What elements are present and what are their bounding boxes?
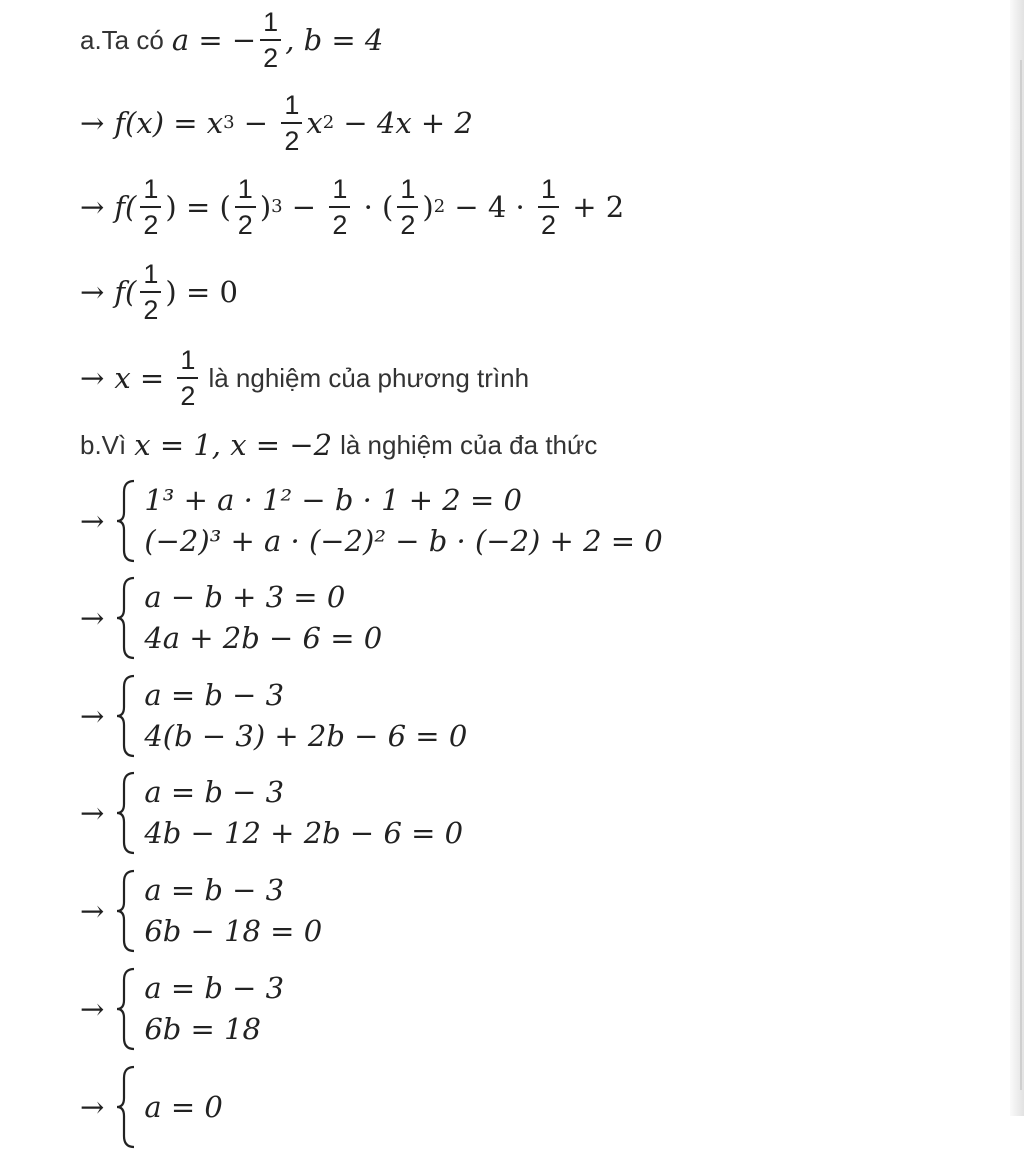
arrow-icon: → — [80, 992, 105, 1026]
given-b: , b = 4 — [285, 23, 384, 57]
given-a: a = − — [171, 23, 257, 57]
left-brace-icon — [114, 575, 138, 661]
system-4: → a = b − 3 4b − 12 + 2b − 6 = 0 — [80, 770, 463, 856]
conclusion-line: → x = $\frac{1}{2}$ là nghiệm của phương trình — [80, 345, 530, 411]
f-half-substitution-line: → f( $\frac{1}{2}$ ) = ( $\frac{1}{2}$ ) 3 − $\frac{1}{2}$ · ( $\frac{1}{2}$ ) 2 − 4 · $\frac{1}{2}$ + 2 — [80, 174, 625, 240]
system-7-partial: → a = 0 — [80, 1064, 223, 1150]
scrollbar-track[interactable] — [1020, 60, 1022, 1090]
arrow-icon: → — [80, 504, 105, 538]
arrow-icon: → — [80, 601, 105, 635]
system-6: → a = b − 3 6b = 18 — [80, 966, 284, 1052]
system-1: → 1³ + a · 1² − b · 1 + 2 = 0 (−2)³ + a · (−2)² − b · (−2) + 2 = 0 — [80, 478, 663, 564]
fraction-one-half: $\frac{1}{2}$ — [281, 90, 302, 156]
f-definition-line: → f(x) = x 3 − $\frac{1}{2}$ x 2 − 4x + 2 — [80, 90, 473, 156]
f-half-result-line: → f( $\frac{1}{2}$ ) = 0 — [80, 259, 238, 325]
left-brace-icon — [114, 770, 138, 856]
arrow-icon: → — [80, 796, 105, 830]
part-a-label: a.Ta có — [80, 24, 164, 55]
left-brace-icon — [114, 966, 138, 1052]
conclusion-text: là nghiệm của phương trình — [208, 362, 530, 393]
fraction-one-half: $\frac{1}{2}$ — [260, 7, 281, 73]
left-brace-icon — [114, 868, 138, 954]
part-b-heading: b.Vì x = 1, x = −2 là nghiệm của đa thức — [80, 428, 598, 462]
arrow-icon: → — [80, 190, 105, 224]
system-5: → a = b − 3 6b − 18 = 0 — [80, 868, 322, 954]
left-brace-icon — [114, 478, 138, 564]
roots: x = 1, x = −2 — [134, 428, 333, 462]
part-b-label: b.Vì — [80, 429, 127, 460]
arrow-icon: → — [80, 699, 105, 733]
arrow-icon: → — [80, 106, 105, 140]
left-brace-icon — [114, 1064, 138, 1150]
arrow-icon: → — [80, 361, 105, 395]
arrow-icon: → — [80, 275, 105, 309]
arrow-icon: → — [80, 1090, 105, 1124]
left-brace-icon — [114, 673, 138, 759]
system-2: → a − b + 3 = 0 4a + 2b − 6 = 0 — [80, 575, 382, 661]
part-a-given-line — [80, 0, 383, 80]
system-3: → a = b − 3 4(b − 3) + 2b − 6 = 0 — [80, 673, 467, 759]
arrow-icon: → — [80, 894, 105, 928]
